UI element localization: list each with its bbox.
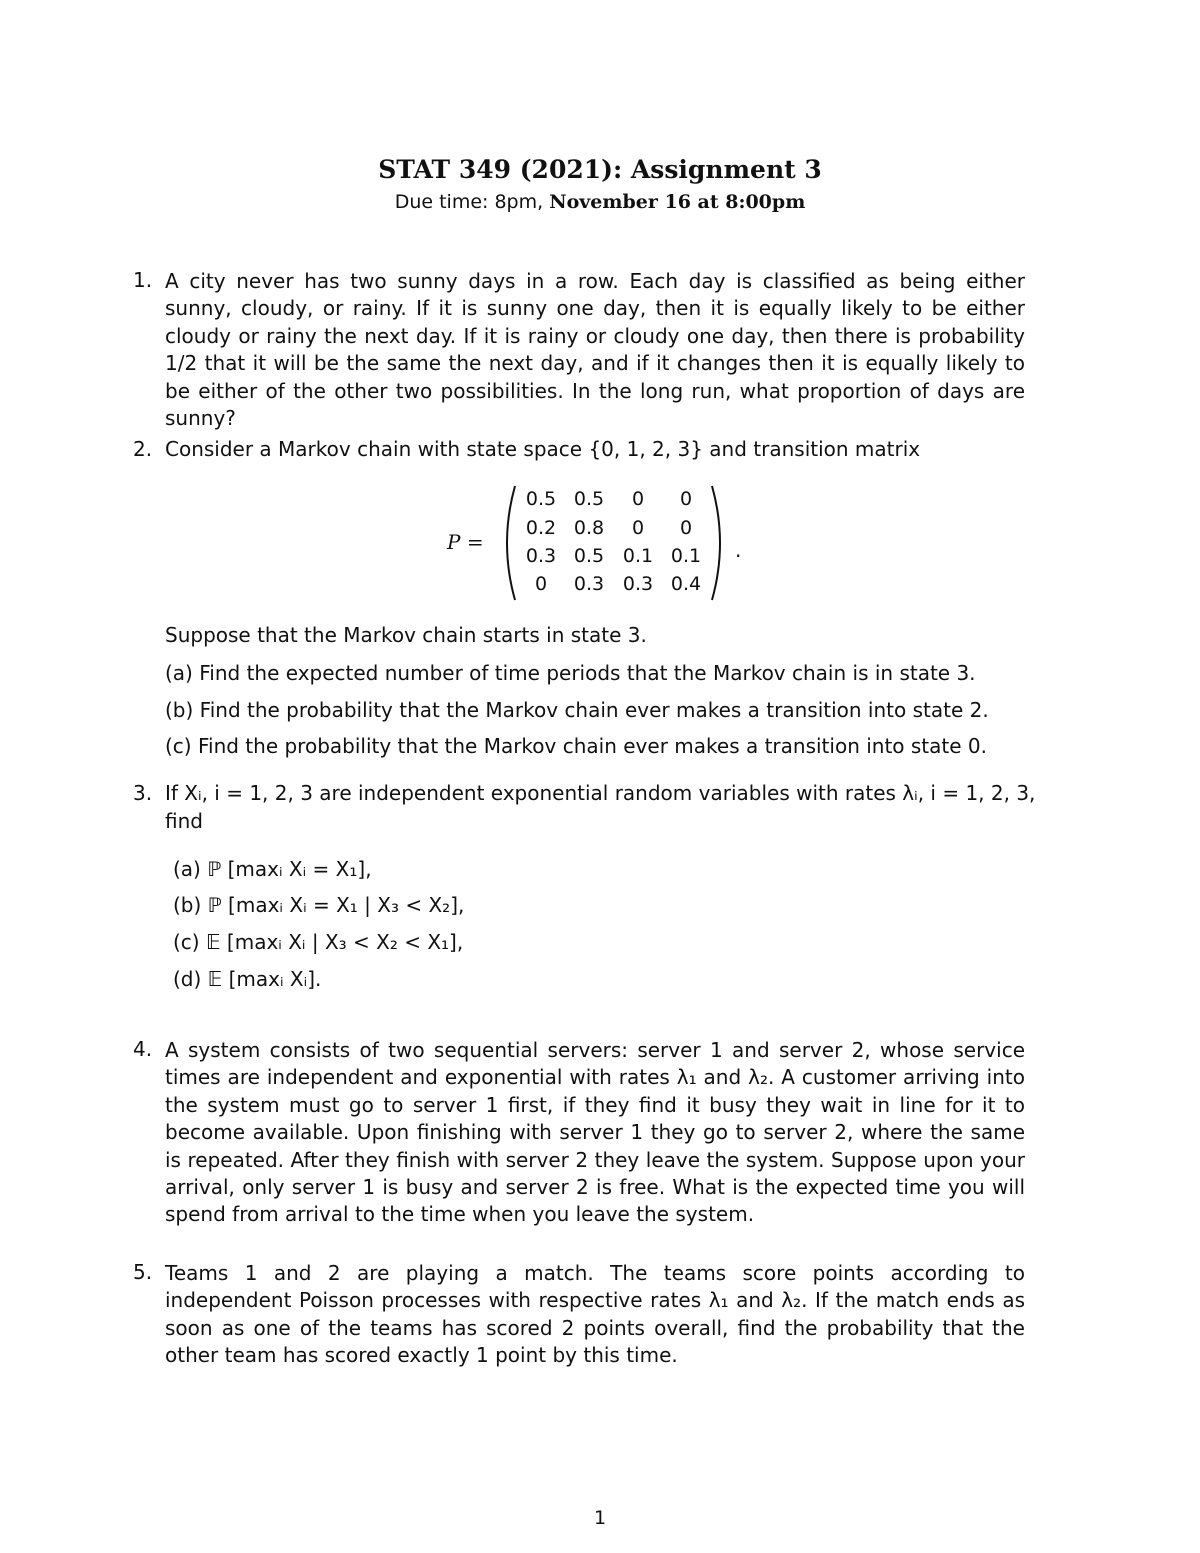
problem-5-text: Teams 1 and 2 are playing a match. The teams score points according to independent Poisson processes with respective rates λ₁ and λ₂. If the match ends as soon as one of the teams has scored 2 points overall, find the probability that the other team has scored exactly 1 point by this time. [165,1261,1025,1368]
matrix-cell: 0.3 [622,573,654,595]
part-formula: ℙ [maxᵢ Xᵢ = X₁ | X₃ < X₂], [207,893,465,917]
page-number: 1 [593,1507,607,1529]
transition-matrix [447,478,747,608]
matrix-cell: 0.3 [573,573,605,595]
problem-3-part-a [173,857,372,881]
part-label: (d) [173,967,202,991]
matrix-cell: 0.2 [525,517,557,539]
problem-3-intro-line1: If Xᵢ, i = 1, 2, 3 are independent exponential random variables with rates λᵢ, i = 1, 2, 3, [165,781,1036,805]
due-time [0,191,1200,213]
problem-3-part-c [173,930,463,954]
matrix-cell: 0.5 [573,488,605,510]
matrix-cell: 0 [679,517,693,539]
problem-5-number: 5. [133,1260,153,1284]
problem-2-number: 2. [133,437,153,461]
problem-4-number: 4. [133,1037,153,1061]
part-text: Find the probability that the Markov chain ever makes a transition into state 0. [197,734,987,758]
due-date: November 16 at 8:00pm [549,191,806,213]
matrix-period: . [735,538,742,562]
matrix-cell: 0.1 [622,545,654,567]
part-label: (b) [173,893,202,917]
matrix-cell: 0.5 [525,488,557,510]
problem-2-intro: Consider a Markov chain with state space {0, 1, 2, 3} and transition matrix [165,437,921,461]
matrix-cell: 0.1 [670,545,702,567]
matrix-cell: 0 [679,488,693,510]
part-label: (a) [173,857,201,881]
part-text: Find the expected number of time periods that the Markov chain is in state 3. [199,661,976,685]
problem-1-number: 1. [133,268,153,292]
matrix-label: P = [447,530,484,554]
due-prefix: Due time: 8pm, [394,191,550,213]
part-formula: 𝔼 [maxᵢ Xᵢ | X₃ < X₂ < X₁], [205,930,464,954]
part-formula: 𝔼 [maxᵢ Xᵢ]. [207,967,322,991]
problem-2-part-b [165,698,989,722]
matrix-cell: 0.4 [670,573,702,595]
matrix-cell: 0.3 [525,545,557,567]
matrix-cell: 0.5 [573,545,605,567]
part-text: Find the probability that the Markov chain ever makes a transition into state 2. [199,698,989,722]
problem-3-part-d [173,967,321,991]
problem-2-start: Suppose that the Markov chain starts in state 3. [165,623,647,647]
problem-2-part-c [165,734,987,758]
part-label: (c) [173,930,200,954]
problem-3-number: 3. [133,781,153,805]
part-label: (a) [165,661,193,685]
page-title: STAT 349 (2021): Assignment 3 [378,155,822,184]
part-label: (b) [165,698,194,722]
matrix-cell: 0 [534,573,548,595]
problem-3-part-b [173,893,464,917]
problem-2-part-a [165,661,976,685]
matrix-cell: 0.8 [573,517,605,539]
matrix-cell: 0 [631,517,645,539]
problem-3-intro-line2: find [165,809,203,833]
part-label: (c) [165,734,192,758]
problem-4-text: A system consists of two sequential servers: server 1 and server 2, whose service times are independent and exponential with rates λ₁ and λ₂. A customer arriving into the system must go to server 1 first, if they find it busy they wait in line for it to become available. Upon finishing with server 1 they go to server 2, where the same is repeated. After they finish with server 2 they leave the system. Suppose upon your arrival, only server 1 is busy and server 2 is free. What is the expected time you will spend from arrival to the time when you leave the system. [165,1038,1025,1227]
part-formula: ℙ [maxᵢ Xᵢ = X₁], [207,857,372,881]
problem-1-text: A city never has two sunny days in a row. Each day is classified as being either sunny, cloudy, or rainy. If it is sunny one day, then it is equally likely to be either cloudy or rainy the next day. If it is rainy or cloudy one day, then there is probability 1/2 that it will be the same the next day, and if it changes then it is equally likely to be either of the other two possibilities. In the long run, what proportion of days are sunny? [165,269,1025,431]
matrix-cell: 0 [631,488,645,510]
